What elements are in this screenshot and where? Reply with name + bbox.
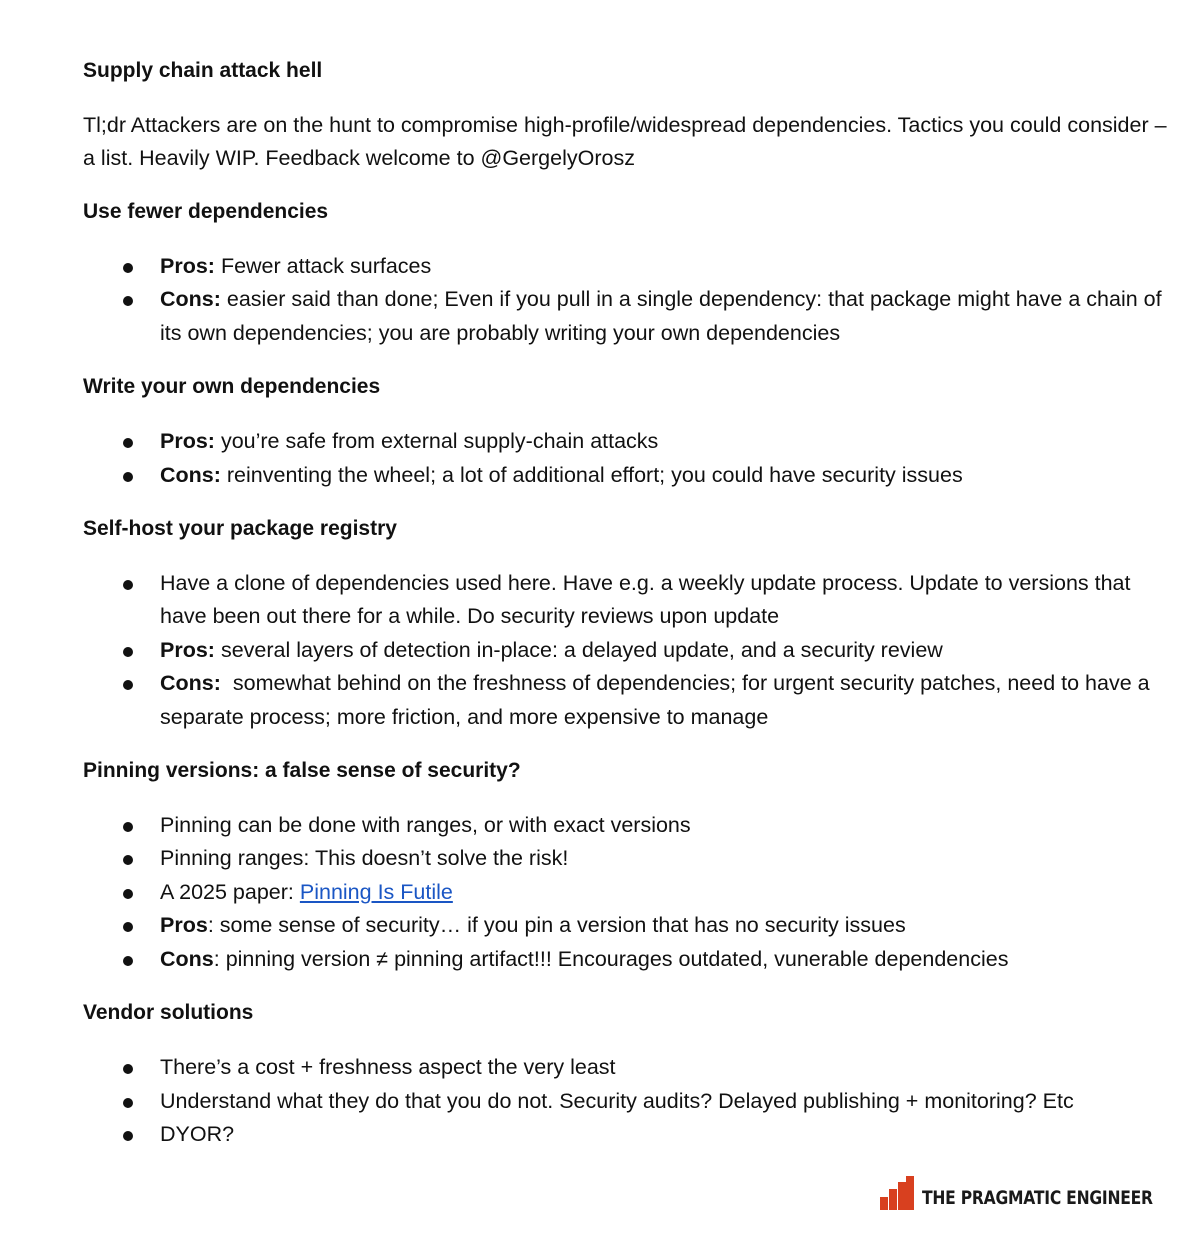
list-item [83, 667, 1178, 734]
logo-bar [889, 1189, 897, 1210]
list-item [83, 283, 1178, 350]
item-text: Pinning can be done with ranges, or with exact versions [160, 813, 691, 838]
list-item [83, 1051, 1178, 1084]
bullet-icon [123, 438, 133, 448]
logo-bar [906, 1176, 914, 1210]
list-item [83, 943, 1178, 976]
logo-bar [880, 1197, 888, 1210]
item-label: Pros: [160, 429, 215, 454]
item-label: Pros [160, 913, 208, 938]
item-text: Understand what they do that you do not. Security audits? Delayed publishing + monitoring? Etc [160, 1088, 1074, 1113]
list-item [83, 1118, 1178, 1151]
item-text: A 2025 paper: [160, 879, 300, 904]
list-item [83, 567, 1178, 634]
brand-footer [880, 1176, 1166, 1210]
item-text: There’s a cost + freshness aspect the very least [160, 1055, 616, 1080]
item-label: Pros: [160, 637, 215, 662]
item-text: Have a clone of dependencies used here. Have e.g. a weekly update process. Update to versions that have been out there for a while. Do security reviews upon update [160, 571, 1131, 629]
list-item [83, 634, 1178, 667]
bullet-icon [123, 1098, 133, 1108]
bullet-icon [123, 647, 133, 657]
list-item [83, 250, 1178, 283]
section-heading-vendor-solutions: Vendor solutions [83, 1001, 254, 1025]
bullet-icon [123, 472, 133, 482]
item-text: you’re safe from external supply-chain attacks [214, 429, 659, 454]
item-text: several layers of detection in-place: a delayed update, and a security review [214, 637, 943, 662]
section-heading-own-dependencies: Write your own dependencies [83, 375, 381, 399]
item-text: reinventing the wheel; a lot of additional effort; you could have security issues [220, 462, 963, 487]
item-label: Pros: [160, 254, 215, 278]
item-label: Cons: [160, 462, 221, 487]
item-label: Cons [160, 946, 214, 971]
item-text: somewhat behind on the freshness of dependencies; for urgent security patches, need to have a separate process; more friction, and more expensive to manage [160, 671, 1156, 729]
item-text: Fewer attack surfaces [214, 254, 432, 278]
list-item [83, 909, 1178, 942]
item-text: easier said than done; Even if you pull in a single dependency: that package might have a chain of its own dependencies; you are probably writing your own dependencies [160, 287, 1162, 345]
bullet-icon [123, 1131, 133, 1141]
brand-name: THE PRAGMATIC ENGINEER [921, 1187, 1153, 1209]
bullet-icon [123, 889, 133, 899]
bullet-list [83, 1051, 1178, 1151]
section-heading-pinning-versions: Pinning versions: a false sense of security? [83, 759, 521, 783]
list-item [83, 876, 1178, 909]
intro-paragraph: Tl;dr Attackers are on the hunt to compromise high-profile/widespread dependencies. Tactics you could consider – a list. Heavily WIP. Feedback welcome to @GergelyOrosz [83, 113, 1167, 170]
bullet-icon [123, 263, 133, 273]
bullet-list [83, 250, 1178, 350]
section-heading-fewer-dependencies: Use fewer dependencies [83, 200, 329, 223]
item-text: Pinning ranges: This doesn’t solve the risk! [160, 846, 569, 871]
bullet-icon [123, 855, 133, 865]
bullet-icon [123, 1064, 133, 1074]
page-title: Supply chain attack hell [83, 59, 323, 82]
bullet-list [83, 809, 1178, 976]
section-heading-self-host-registry: Self-host your package registry [83, 517, 397, 541]
list-item [83, 809, 1178, 842]
bullet-list [83, 425, 1178, 492]
list-item [83, 459, 1178, 492]
bullet-icon [123, 296, 133, 306]
list-item [83, 1085, 1178, 1118]
item-label: Cons: [160, 671, 221, 696]
logo-bar [898, 1182, 906, 1210]
document-body [83, 55, 1178, 1172]
list-item [83, 842, 1178, 875]
item-text: DYOR? [160, 1121, 235, 1146]
item-text: : some sense of security… if you pin a version that has no security issues [207, 913, 906, 938]
bullet-icon [123, 956, 133, 966]
item-label: Cons: [160, 287, 221, 312]
bullet-list [83, 567, 1178, 734]
list-item [83, 425, 1178, 458]
item-text: : pinning version ≠ pinning artifact!!! Encourages outdated, vunerable dependencies [213, 946, 1009, 971]
bar-chart-logo-icon [880, 1176, 914, 1210]
bullet-icon [123, 822, 133, 832]
paper-link[interactable]: Pinning Is Futile [299, 879, 453, 904]
bullet-icon [123, 922, 133, 932]
bullet-icon [123, 580, 133, 590]
bullet-icon [123, 680, 133, 690]
